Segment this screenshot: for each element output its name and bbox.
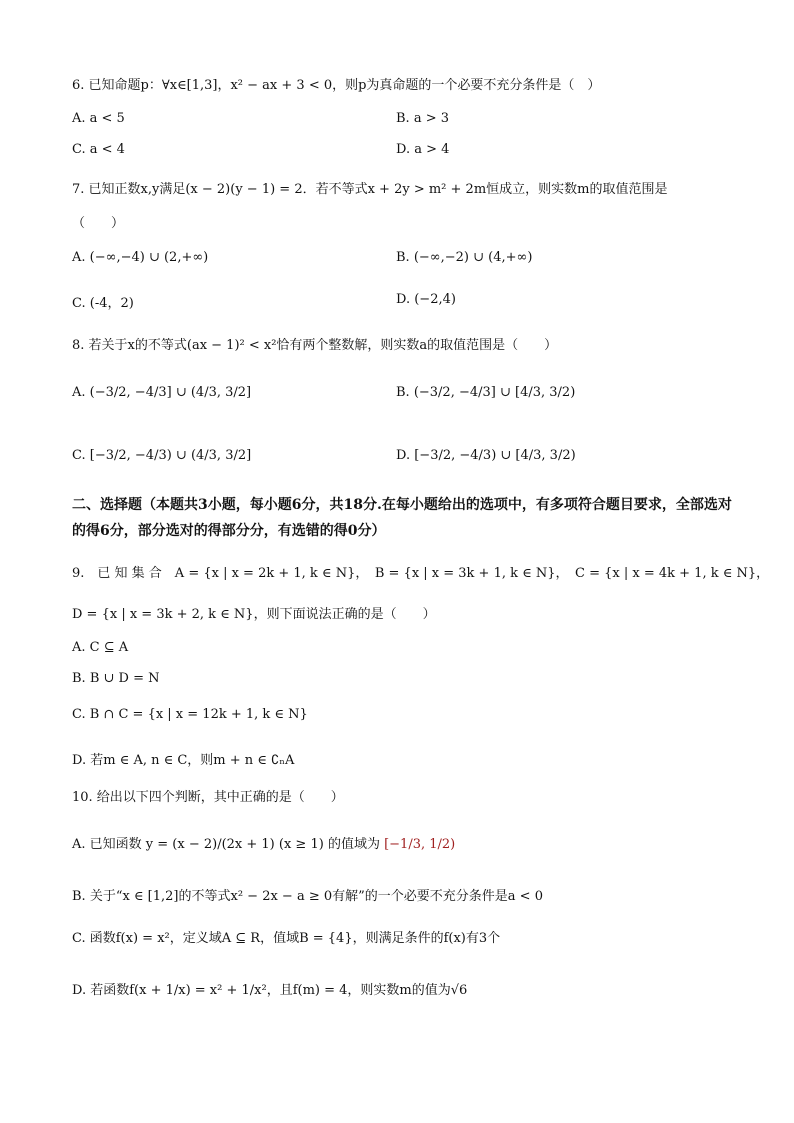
q7-option-c: C. (-4，2) [72, 296, 134, 311]
q10-option-a-function: y = (x − 2)/(2x + 1) (x ≥ 1) [145, 837, 324, 852]
q7-paren: （ ） [72, 216, 125, 231]
q6-stem: 6. 已知命题p：∀x∈[1,3]，x² − ax + 3 < 0，则p为真命题的一个必要不充分条件是（ ） [72, 78, 601, 93]
section-heading: 二、选择题（本题共3小题，每小题6分，共18分.在每小题给出的选项中，有多项符合题目要求，全部选对的得6分，部分选对的得部分分，有选错的得0分） [72, 497, 732, 539]
q10-option-a [72, 833, 455, 852]
q9-option-d: D. 若m ∈ A, n ∈ C，则m + n ∈ ∁ₙA [72, 753, 295, 768]
q9-stem-line2: D = {x | x = 3k + 2, k ∈ N}，则下面说法正确的是（ ） [72, 607, 436, 622]
q6-option-b: B. a > 3 [396, 111, 449, 126]
q10-option-a-range: [−1/3, 1/2) [384, 837, 456, 852]
q6-option-d: D. a > 4 [396, 142, 450, 157]
q8-stem: 8. 若关于x的不等式(ax − 1)² < x²恰有两个整数解，则实数a的取值范围是（ ） [72, 338, 558, 353]
q8-option-b: B. (−3/2, −4/3] ∪ [4/3, 3/2) [396, 385, 576, 400]
q7-stem: 7. 已知正数x,y满足(x − 2)(y − 1) = 2．若不等式x + 2y > m² + 2m恒成立，则实数m的取值范围是 [72, 182, 668, 197]
q10-stem: 10. 给出以下四个判断，其中正确的是（ ） [72, 790, 344, 805]
q9-option-c: C. B ∩ C = {x | x = 12k + 1, k ∈ N} [72, 707, 308, 722]
q8-option-d: D. [−3/2, −4/3) ∪ [4/3, 3/2) [396, 448, 576, 463]
q10-option-a-prefix: A. 已知函数 [72, 837, 142, 852]
q8-option-a: A. (−3/2, −4/3] ∪ (4/3, 3/2] [72, 385, 252, 400]
q9-option-a: A. C ⊆ A [72, 640, 129, 655]
q7-option-d: D. (−2,4) [396, 292, 456, 307]
q7-option-b: B. (−∞,−2) ∪ (4,+∞) [396, 250, 533, 265]
q10-option-b: B. 关于“x ∈ [1,2]的不等式x² − 2x − a ≥ 0有解”的一个必要不充分条件是a < 0 [72, 889, 543, 904]
q6-option-c: C. a < 4 [72, 142, 125, 157]
q8-option-c: C. [−3/2, −4/3) ∪ (4/3, 3/2] [72, 448, 252, 463]
q6-option-a: A. a < 5 [72, 111, 125, 126]
q9-stem-line1: 9. 已 知 集 合 A = {x | x = 2k + 1, k ∈ N}， B = {x | x = 3k + 1, k ∈ N}， C = {x | x = 4k + 1, k ∈ N}， [72, 566, 770, 581]
q7-option-a: A. (−∞,−4) ∪ (2,+∞) [72, 250, 209, 265]
q10-option-c: C. 函数f(x) = x²，定义域A ⊆ R，值域B = {4}，则满足条件的f(x)有3个 [72, 931, 501, 946]
q10-option-d: D. 若函数f(x + 1/x) = x² + 1/x²，且f(m) = 4，则实数m的值为√6 [72, 983, 468, 998]
q9-option-b: B. B ∪ D = N [72, 671, 160, 686]
q10-option-a-mid: 的值域为 [327, 837, 380, 852]
